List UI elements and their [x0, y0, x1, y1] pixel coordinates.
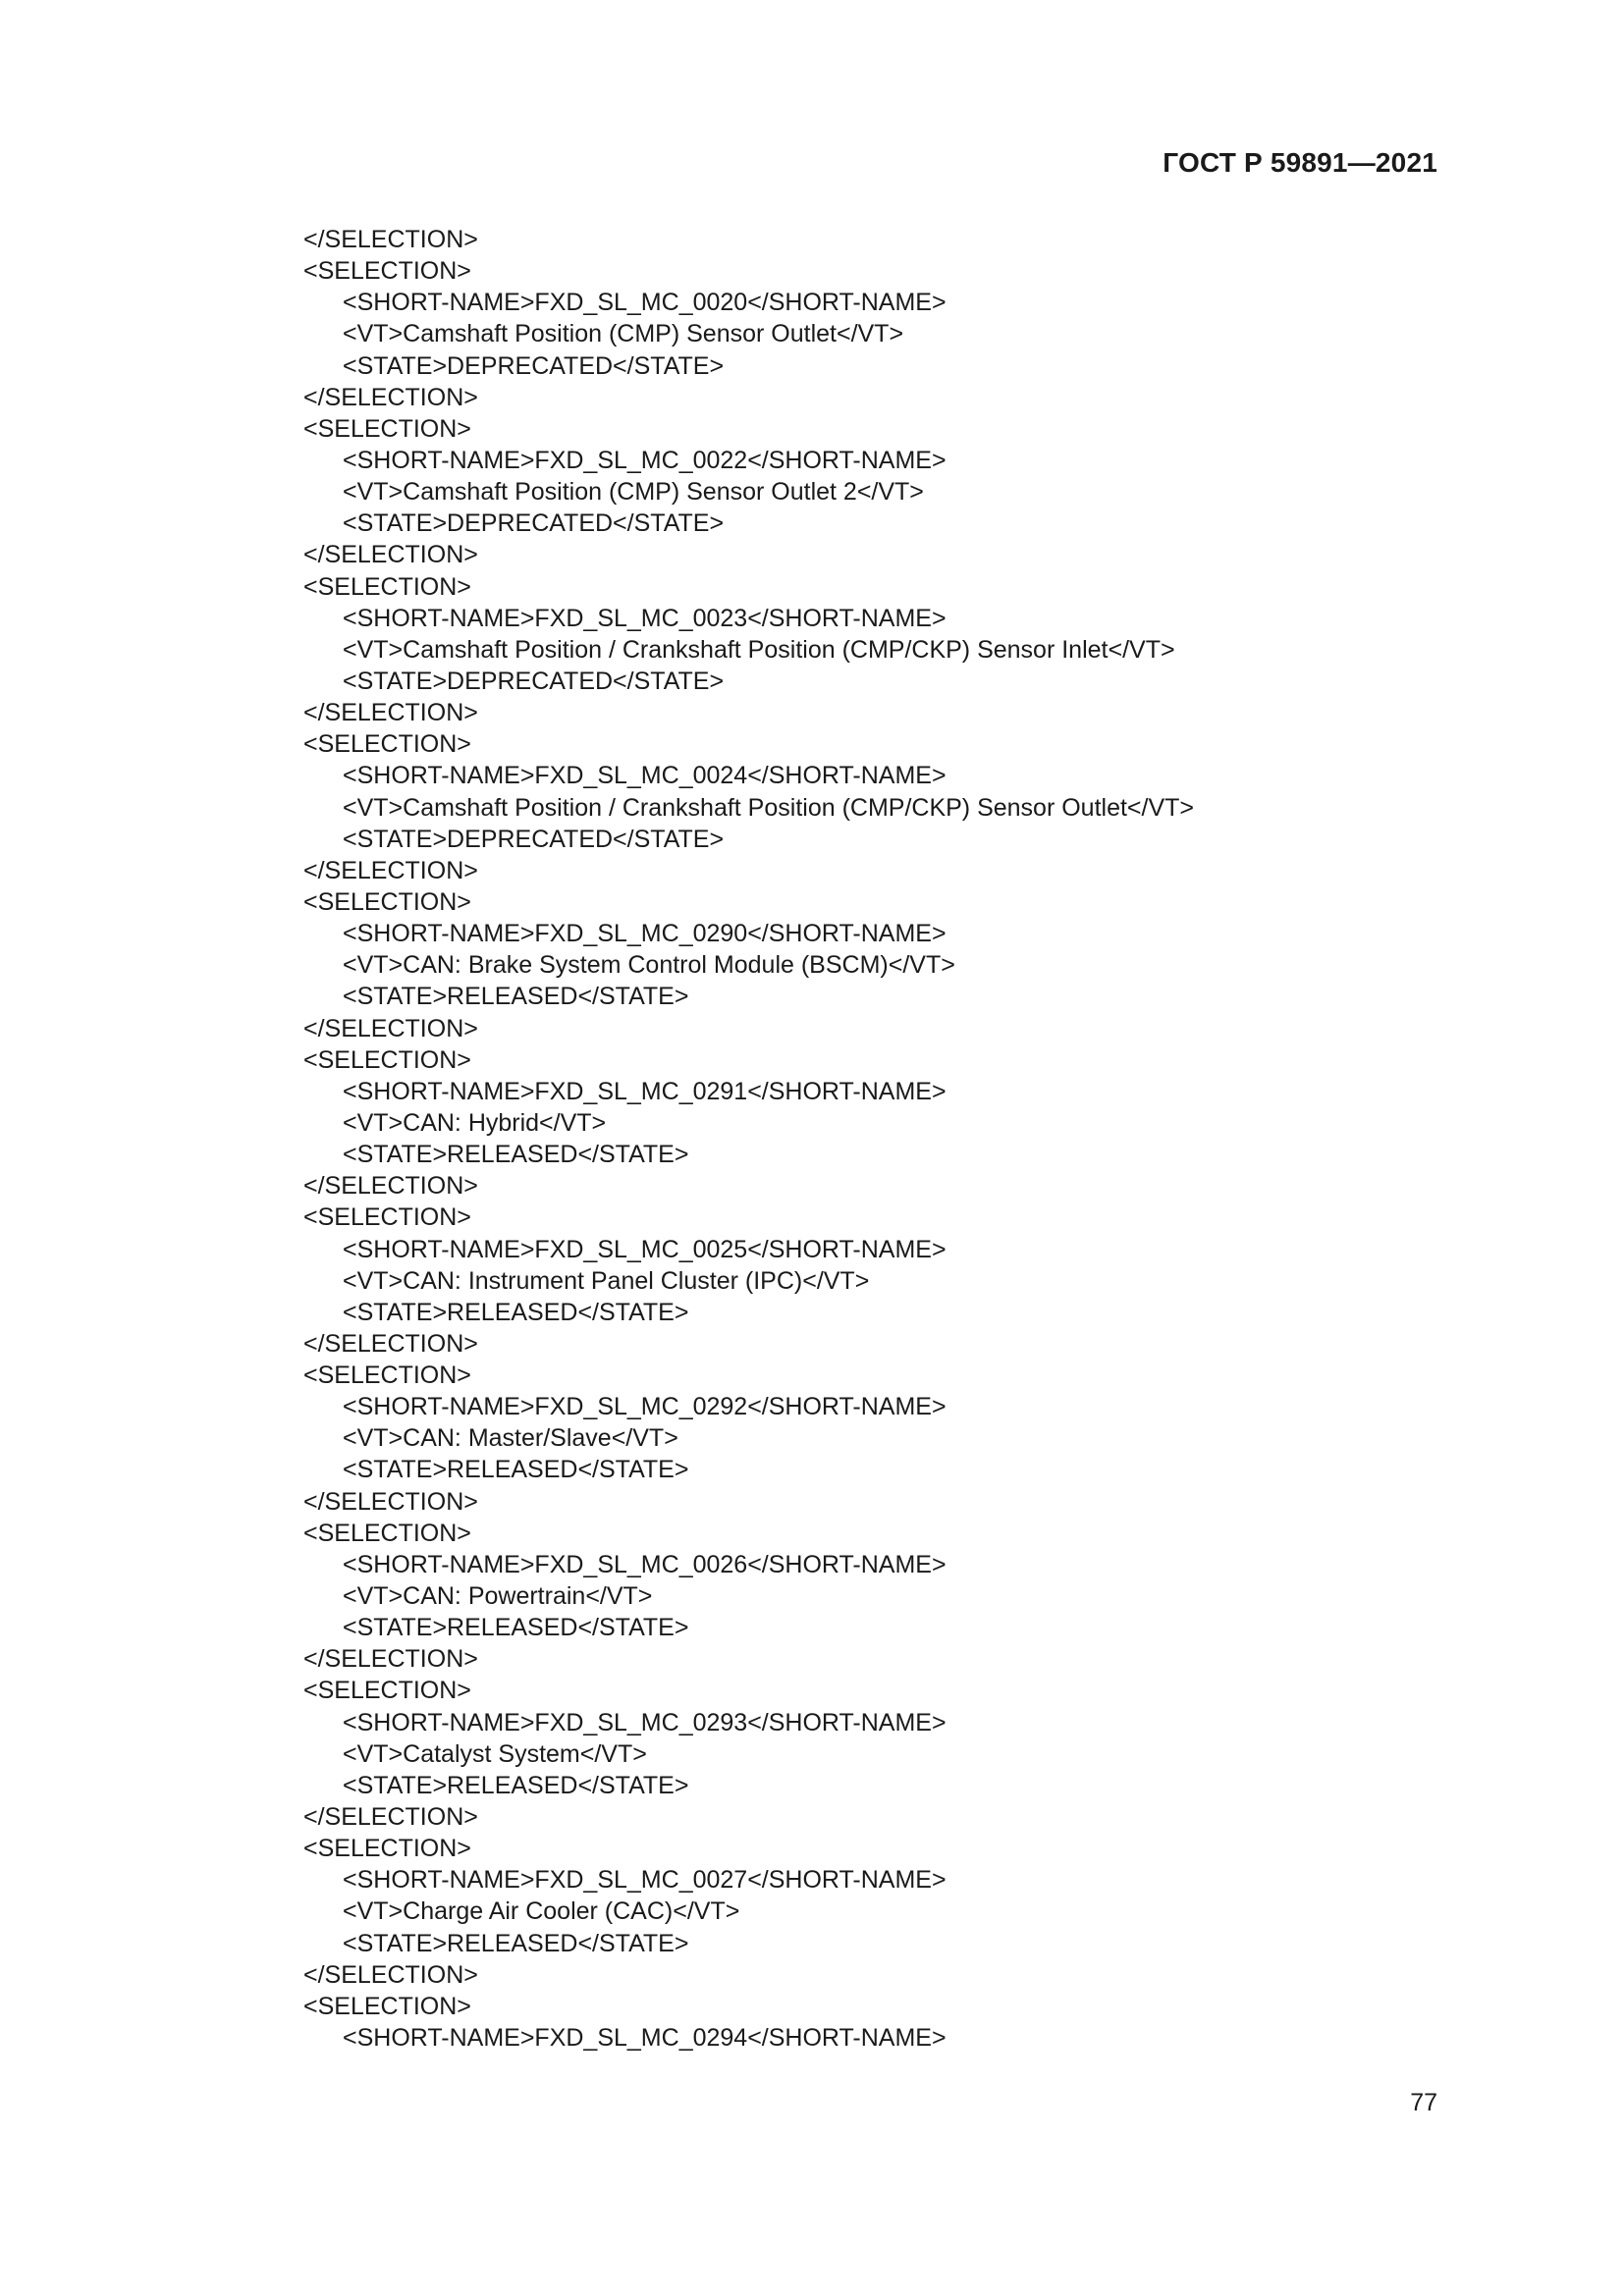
xml-child-line: <STATE>DEPRECATED</STATE> — [343, 667, 725, 695]
xml-child-line: <STATE>RELEASED</STATE> — [343, 1771, 689, 1799]
xml-child-line: <SHORT-NAME>FXD_SL_MC_0024</SHORT-NAME> — [343, 762, 947, 790]
xml-child-line: <VT>Camshaft Position / Crankshaft Position (CMP/CKP) Sensor Outlet</VT> — [343, 793, 1195, 822]
xml-child-line: <VT>Charge Air Cooler (CAC)</VT> — [343, 1897, 740, 1926]
xml-child-line: <VT>Camshaft Position (CMP) Sensor Outlet</VT> — [343, 320, 904, 348]
xml-selection-tag-line: </SELECTION> — [303, 1487, 478, 1516]
xml-child-line: <VT>CAN: Brake System Control Module (BSCM)</VT> — [343, 951, 955, 980]
xml-child-line: <STATE>DEPRECATED</STATE> — [343, 509, 725, 538]
xml-selection-tag-line: <SELECTION> — [303, 1045, 471, 1074]
document-header: ГОСТ Р 59891—2021 — [1163, 147, 1437, 178]
xml-selection-tag-line: <SELECTION> — [303, 414, 471, 443]
xml-child-line: <STATE>RELEASED</STATE> — [343, 1929, 689, 1957]
xml-child-line: <STATE>RELEASED</STATE> — [343, 1456, 689, 1484]
xml-child-line: <SHORT-NAME>FXD_SL_MC_0291</SHORT-NAME> — [343, 1077, 947, 1105]
xml-selection-tag-line: <SELECTION> — [303, 1519, 471, 1547]
xml-selection-tag-line: </SELECTION> — [303, 856, 478, 884]
page-number: 77 — [1410, 2089, 1437, 2116]
xml-child-line: <SHORT-NAME>FXD_SL_MC_0294</SHORT-NAME> — [343, 2024, 947, 2053]
xml-selection-tag-line: <SELECTION> — [303, 1677, 471, 1705]
xml-selection-tag-line: </SELECTION> — [303, 1172, 478, 1201]
xml-selection-tag-line: </SELECTION> — [303, 1329, 478, 1358]
xml-child-line: <VT>CAN: Instrument Panel Cluster (IPC)</VT> — [343, 1266, 870, 1295]
xml-child-line: <VT>CAN: Powertrain</VT> — [343, 1582, 653, 1611]
xml-child-line: <SHORT-NAME>FXD_SL_MC_0020</SHORT-NAME> — [343, 289, 947, 317]
xml-selection-tag-line: </SELECTION> — [303, 1645, 478, 1674]
xml-child-line: <SHORT-NAME>FXD_SL_MC_0027</SHORT-NAME> — [343, 1866, 947, 1895]
xml-child-line: <STATE>RELEASED</STATE> — [343, 1298, 689, 1326]
xml-child-line: <STATE>DEPRECATED</STATE> — [343, 825, 725, 853]
xml-code-listing — [303, 224, 1194, 2054]
xml-selection-tag-line: </SELECTION> — [303, 383, 478, 411]
xml-child-line: <STATE>RELEASED</STATE> — [343, 1141, 689, 1169]
xml-child-line: <SHORT-NAME>FXD_SL_MC_0290</SHORT-NAME> — [343, 920, 947, 948]
xml-selection-tag-line: <SELECTION> — [303, 257, 471, 286]
xml-child-line: <SHORT-NAME>FXD_SL_MC_0022</SHORT-NAME> — [343, 446, 947, 474]
xml-child-line: <SHORT-NAME>FXD_SL_MC_0023</SHORT-NAME> — [343, 604, 947, 632]
xml-child-line: <VT>CAN: Hybrid</VT> — [343, 1108, 607, 1137]
xml-child-line: <VT>Catalyst System</VT> — [343, 1739, 647, 1768]
xml-child-line: <VT>Camshaft Position / Crankshaft Position (CMP/CKP) Sensor Inlet</VT> — [343, 635, 1175, 664]
xml-child-line: <STATE>RELEASED</STATE> — [343, 983, 689, 1011]
xml-selection-tag-line: <SELECTION> — [303, 887, 471, 916]
xml-selection-tag-line: <SELECTION> — [303, 1992, 471, 2020]
xml-child-line: <VT>CAN: Master/Slave</VT> — [343, 1424, 678, 1453]
xml-selection-tag-line: </SELECTION> — [303, 226, 478, 253]
xml-selection-tag-line: <SELECTION> — [303, 730, 471, 759]
xml-child-line: <SHORT-NAME>FXD_SL_MC_0026</SHORT-NAME> — [343, 1550, 947, 1578]
xml-selection-tag-line: <SELECTION> — [303, 1203, 471, 1232]
xml-child-line: <STATE>RELEASED</STATE> — [343, 1614, 689, 1642]
xml-child-line: <SHORT-NAME>FXD_SL_MC_0292</SHORT-NAME> — [343, 1393, 947, 1421]
xml-selection-tag-line: </SELECTION> — [303, 1803, 478, 1832]
xml-selection-tag-line: </SELECTION> — [303, 1014, 478, 1042]
xml-child-line: <VT>Camshaft Position (CMP) Sensor Outlet 2</VT> — [343, 478, 924, 507]
xml-selection-tag-line: </SELECTION> — [303, 541, 478, 569]
xml-child-line: <STATE>DEPRECATED</STATE> — [343, 351, 725, 380]
xml-selection-tag-line: <SELECTION> — [303, 572, 471, 601]
xml-selection-tag-line: </SELECTION> — [303, 1960, 478, 1989]
xml-child-line: <SHORT-NAME>FXD_SL_MC_0025</SHORT-NAME> — [343, 1235, 947, 1263]
xml-child-line: <SHORT-NAME>FXD_SL_MC_0293</SHORT-NAME> — [343, 1708, 947, 1736]
xml-selection-tag-line: <SELECTION> — [303, 1835, 471, 1863]
xml-selection-tag-line: </SELECTION> — [303, 699, 478, 727]
xml-selection-tag-line: <SELECTION> — [303, 1362, 471, 1390]
